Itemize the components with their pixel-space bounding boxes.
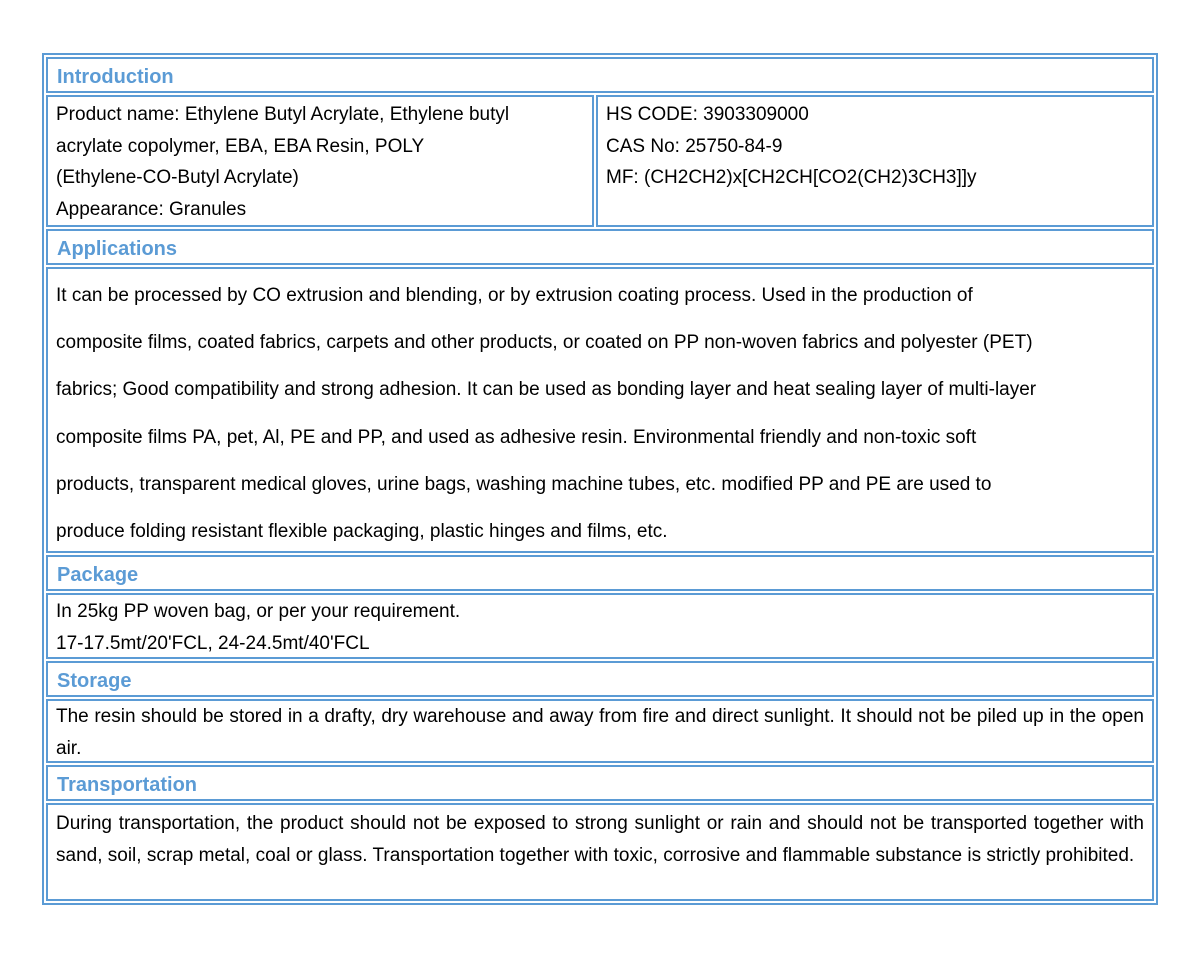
applications-line: fabrics; Good compatibility and strong adhesion. It can be used as bonding layer and heat sealing layer of multi-layer xyxy=(56,379,1037,401)
hs-code-line: HS CODE: 3903309000 xyxy=(606,104,809,125)
package-heading: Package xyxy=(46,555,1154,591)
storage-heading: Storage xyxy=(46,661,1154,697)
storage-content-row xyxy=(46,699,1154,763)
applications-line: products, transparent medical gloves, urine bags, washing machine tubes, etc. modified PP and PE are used to xyxy=(56,473,992,495)
product-spec-table xyxy=(42,53,1158,905)
package-line: In 25kg PP woven bag, or per your requirement. xyxy=(56,601,461,622)
package-line: 17-17.5mt/20'FCL, 24-24.5mt/40'FCL xyxy=(56,632,370,654)
applications-line: produce folding resistant flexible packaging, plastic hinges and films, etc. xyxy=(56,521,668,543)
applications-line: It can be processed by CO extrusion and blending, or by extrusion coating process. Used in the production of xyxy=(56,285,973,306)
introduction-heading: Introduction xyxy=(46,57,1154,93)
storage-heading-row xyxy=(46,661,1154,697)
transportation-text xyxy=(46,803,1154,901)
applications-content-row xyxy=(46,267,1154,553)
introduction-heading-row xyxy=(46,57,1154,93)
product-name-line: (Ethylene-CO-Butyl Acrylate) xyxy=(56,167,299,188)
transportation-heading-row xyxy=(46,765,1154,801)
product-info-cell xyxy=(46,95,594,227)
applications-text xyxy=(46,267,1154,553)
storage-text xyxy=(46,699,1154,763)
applications-line: composite films, coated fabrics, carpets and other products, or coated on PP non-woven fabrics and polyester (PET) xyxy=(56,332,1033,354)
applications-heading: Applications xyxy=(46,229,1154,265)
package-content-row xyxy=(46,593,1154,659)
product-name-line: Product name: Ethylene Butyl Acrylate, Ethylene butyl xyxy=(56,104,510,125)
introduction-content-row xyxy=(46,95,1154,227)
transportation-paragraph: During transportation, the product should not be exposed to strong sunlight or rain and should not be transported together with sand, soil, scrap metal, coal or glass. Transportation together with toxic, corrosive and flammable substance is strictly prohibited. xyxy=(56,813,1144,866)
transportation-content-row xyxy=(46,803,1154,901)
package-heading-row xyxy=(46,555,1154,591)
storage-paragraph: The resin should be stored in a drafty, dry warehouse and away from fire and direct sunlight. It should not be piled up in the open air. xyxy=(56,706,1144,759)
applications-line: composite films PA, pet, Al, PE and PP, and used as adhesive resin. Environmental friendly and non-toxic soft xyxy=(56,426,977,448)
cas-number-line: CAS No: 25750-84-9 xyxy=(606,135,783,157)
transportation-heading: Transportation xyxy=(46,765,1154,801)
product-name-line: acrylate copolymer, EBA, EBA Resin, POLY xyxy=(56,135,425,157)
applications-heading-row xyxy=(46,229,1154,265)
appearance-line: Appearance: Granules xyxy=(56,198,247,220)
package-text xyxy=(46,593,1154,659)
product-codes-cell xyxy=(596,95,1154,227)
molecular-formula-line: MF: (CH2CH2)x[CH2CH[CO2(CH2)3CH3]]y xyxy=(606,167,977,188)
